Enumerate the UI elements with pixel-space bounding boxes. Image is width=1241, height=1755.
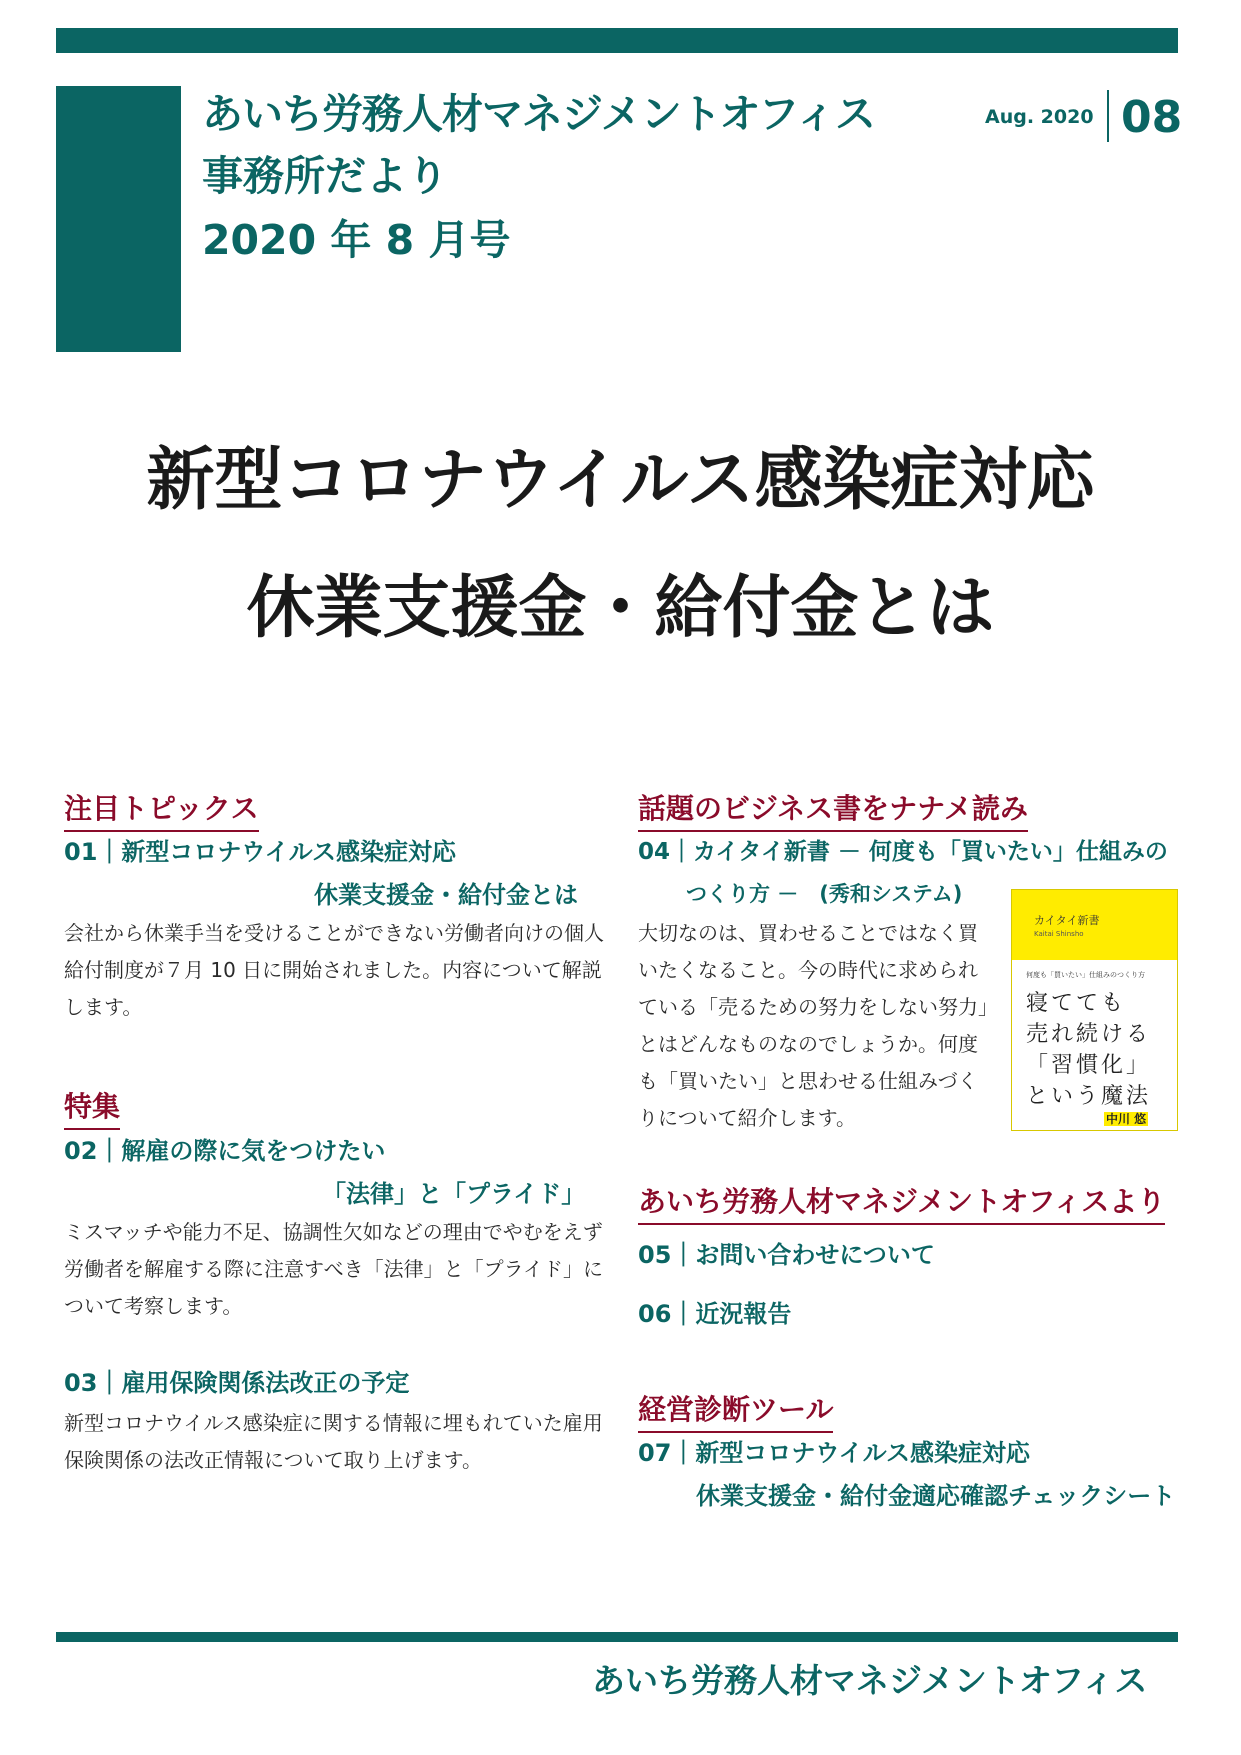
book-title-line4: という魔法: [1026, 1084, 1152, 1109]
main-title-line2: 休業支援金・給付金とは: [246, 569, 995, 648]
article-01-subtitle: 休業支援金・給付金とは: [314, 881, 578, 909]
book-cover-image: [1011, 889, 1178, 1131]
article-03-body: 新型コロナウイルス感染症に関する情報に埋もれていた雇用保険関係の法改正情報について取り上げます。: [64, 1411, 603, 1472]
title-accent-block: [56, 86, 181, 352]
newsletter-name: 事務所だより: [202, 152, 448, 200]
article-04-body: 大切なのは、買わせることではなく買いたくなること。今の時代に求められている「売るための努力をしない努力」とはどんなものなのでしょうか。何度も「買いたい」と思わせる仕組みづくりについて紹介します。: [638, 921, 988, 1130]
book-author: [1104, 1110, 1148, 1127]
article-03-title: 03｜雇用保険関係法改正の予定: [64, 1369, 410, 1397]
footer-office-name: あいち労務人材マネジメントオフィス: [592, 1661, 1148, 1700]
article-02-subtitle: 「法律」と「プライド」: [322, 1180, 586, 1208]
book-subtitle: 何度も「買いたい」仕組みのつくり方: [1026, 971, 1145, 979]
book-title-line1: 寝てても: [1026, 991, 1127, 1016]
issue-date: Aug. 2020: [985, 106, 1094, 128]
book-title-line3: 「習慣化」: [1026, 1053, 1152, 1078]
section-heading-topics: 注目トピックス: [64, 795, 259, 832]
issue-number: 08: [1121, 92, 1183, 143]
article-05-title: 05｜お問い合わせについて: [638, 1241, 935, 1269]
section-heading-feature: 特集: [64, 1093, 120, 1130]
main-title-line1: 新型コロナウイルス感染症対応: [146, 441, 1095, 520]
article-06-title: 06｜近況報告: [638, 1300, 792, 1328]
article-07-title: 07｜新型コロナウイルス感染症対応: [638, 1439, 1030, 1467]
article-07-subtitle: 休業支援金・給付金適応確認チェックシート: [696, 1482, 1176, 1510]
article-01-title: 01｜新型コロナウイルス感染症対応: [64, 838, 456, 866]
section-heading-tool: 経営診断ツール: [638, 1396, 833, 1433]
office-name: あいち労務人材マネジメントオフィス: [202, 90, 876, 138]
section-heading-books: 話題のビジネス書をナナメ読み: [638, 795, 1028, 832]
bottom-bar: [56, 1632, 1178, 1642]
section-heading-office: あいち労務人材マネジメントオフィスより: [638, 1188, 1165, 1225]
book-title-line2: 売れ続ける: [1026, 1022, 1152, 1047]
issue-label: 2020 年 8 月号: [202, 216, 511, 264]
top-bar: [56, 28, 1178, 53]
book-series: カイタイ新書: [1034, 914, 1100, 927]
article-04-subtitle: つくり方 － (秀和システム): [686, 882, 963, 906]
book-author-name: 中川 悠: [1106, 1112, 1147, 1126]
book-series-en: Kaitai Shinsho: [1034, 930, 1084, 938]
article-01-body: 会社から休業手当を受けることができない労働者向けの個人給付制度が７月 10 日に開始されました。内容について解説します。: [64, 921, 604, 1019]
article-02-body: ミスマッチや能力不足、協調性欠如などの理由でやむをえず労働者を解雇する際に注意すべき「法律」と「プライド」について考察します。: [64, 1220, 603, 1318]
issue-divider: [1107, 90, 1109, 142]
article-04-title: 04｜カイタイ新書 － 何度も「買いたい」仕組みの: [638, 839, 1168, 865]
article-02-title: 02｜解雇の際に気をつけたい: [64, 1137, 386, 1165]
